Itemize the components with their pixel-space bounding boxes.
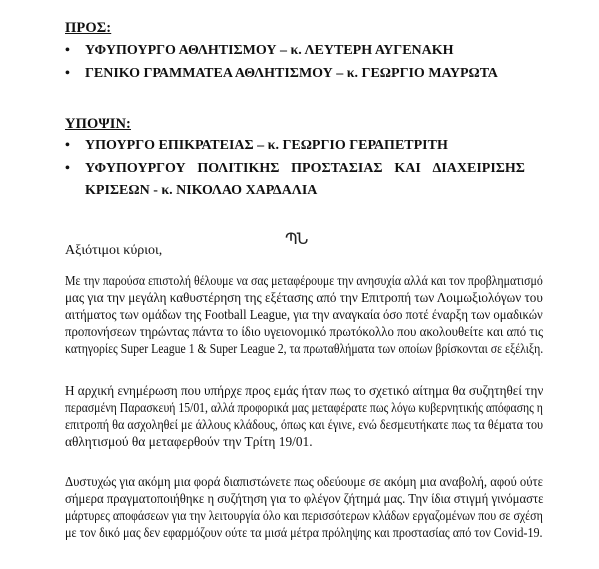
paragraph-2: [65, 382, 543, 450]
paragraph-line: με τον δικό μας δεν εφαρμόζουν ούτε τα μισά μέτρα πρόληψης και προστασίας από τον Covid-19.: [65, 525, 543, 540]
pros-item-2-text: ΓΕΝΙΚΟ ΓΡΑΜΜΑΤΕΑ ΑΘΛΗΤΙΣΜΟΥ – κ. ΓΕΩΡΓΙΟ ΜΑΥΡΩΤΑ: [85, 66, 498, 81]
ypopsin-item-1-text: ΥΠΟΥΡΓΟ ΕΠΙΚΡΑΤΕΙΑΣ – κ. ΓΕΩΡΓΙΟ ΓΕΡΑΠΕΤΡΙΤΗ: [85, 138, 448, 153]
ypopsin-word: ΠΟΛΙΤΙΚΗΣ: [197, 161, 280, 176]
ypopsin-word: ΔΙΑΧΕΙΡΙΣΗΣ: [432, 161, 525, 176]
ypopsin-word: ΥΦΥΠΟΥΡΓΟΥ: [85, 161, 186, 176]
ypopsin-word: ΚΑΙ: [394, 161, 421, 176]
paragraph-line: Η αρχική ενημέρωση που υπήρχε προς εμάς ήταν πως το σχετικό αίτημα θα συζητηθεί την: [65, 383, 544, 398]
paragraph-line: προπονήσεων τηρώντας πάντα το ίδιο υγειονομικό πρωτόκολλο που ακολουθείτε και από τις: [65, 324, 544, 339]
bullet-icon: •: [65, 138, 70, 153]
paragraph-line: μάρτυρες αποφάσεων για την λειτουργία όλο και περισσότερων κλάδων εργαζομένων που σε σχέση: [65, 508, 543, 523]
ypopsin-item-2-line-1: [85, 161, 525, 177]
paragraph-line: αιτήματος των ομάδων της Football League, για την αναγκαία όσο ποτέ έναρξη των ομαδικών: [65, 307, 543, 322]
pros-item-1-text: ΥΦΥΠΟΥΡΓΟ ΑΘΛΗΤΙΣΜΟΥ – κ. ΛΕΥΤΕΡΗ ΑΥΓΕΝΑΚΗ: [85, 43, 454, 58]
paragraph-line: σήμερα πραγματοποιήθηκε η συζήτηση για το φλέγον ζήτημά μας. Την ίδια στιγμή γινόμαστε: [65, 491, 544, 506]
ypopsin-word: ΠΡΟΣΤΑΣΙΑΣ: [291, 161, 383, 176]
paragraph-line: επιτροπή θα ασχοληθεί με άλλους κλάδους, όπως και έγινε, ενώ δεσμευτήκατε πως τα θέματα του: [65, 417, 544, 432]
pros-heading: ΠΡΟΣ:: [65, 20, 112, 36]
paragraph-3: [65, 473, 543, 541]
paragraph-line: περασμένη Παρασκευή 15/01, αλλά προφορικά μας μεταφέρατε πως λόγω κυβερνητικής απόφασης η: [65, 400, 543, 415]
paragraph-line: μας για την μεγάλη καθυστέρηση της εξέτασης από την Επιτροπή των Λοιμωξιολόγων του: [65, 290, 543, 305]
handwritten-initials: ՊՆ: [285, 229, 308, 248]
paragraph-line: Με την παρούσα επιστολή θέλουμε να σας μεταφέρουμε την ανησυχία αλλά και τον προβληματισμό: [65, 273, 543, 288]
paragraph-line: κατηγορίες Super League 1 & Super League 2, τα πρωταθλήματα των οποίων βρίσκονται σε εξέλιξη.: [65, 341, 544, 356]
paragraph-1: [65, 272, 543, 357]
paragraph-line: αθλητισμού θα μεταφερθούν την Τρίτη 19/01.: [65, 434, 313, 449]
ypopsin-item-2-line-2: ΚΡΙΣΕΩΝ - κ. ΝΙΚΟΛΑΟ ΧΑΡΔΑΛΙΑ: [85, 183, 318, 198]
greeting: Αξιότιμοι κύριοι,: [65, 243, 163, 258]
ypopsin-heading: ΥΠΟΨΙΝ:: [65, 116, 131, 132]
bullet-icon: •: [65, 43, 70, 58]
bullet-icon: •: [65, 161, 70, 176]
paragraph-line: Δυστυχώς για ακόμη μια φορά διαπιστώνετε πως οδεύουμε σε ακόμη μια αναβολή, αφού ούτε: [65, 474, 543, 489]
bullet-icon: •: [65, 66, 70, 81]
